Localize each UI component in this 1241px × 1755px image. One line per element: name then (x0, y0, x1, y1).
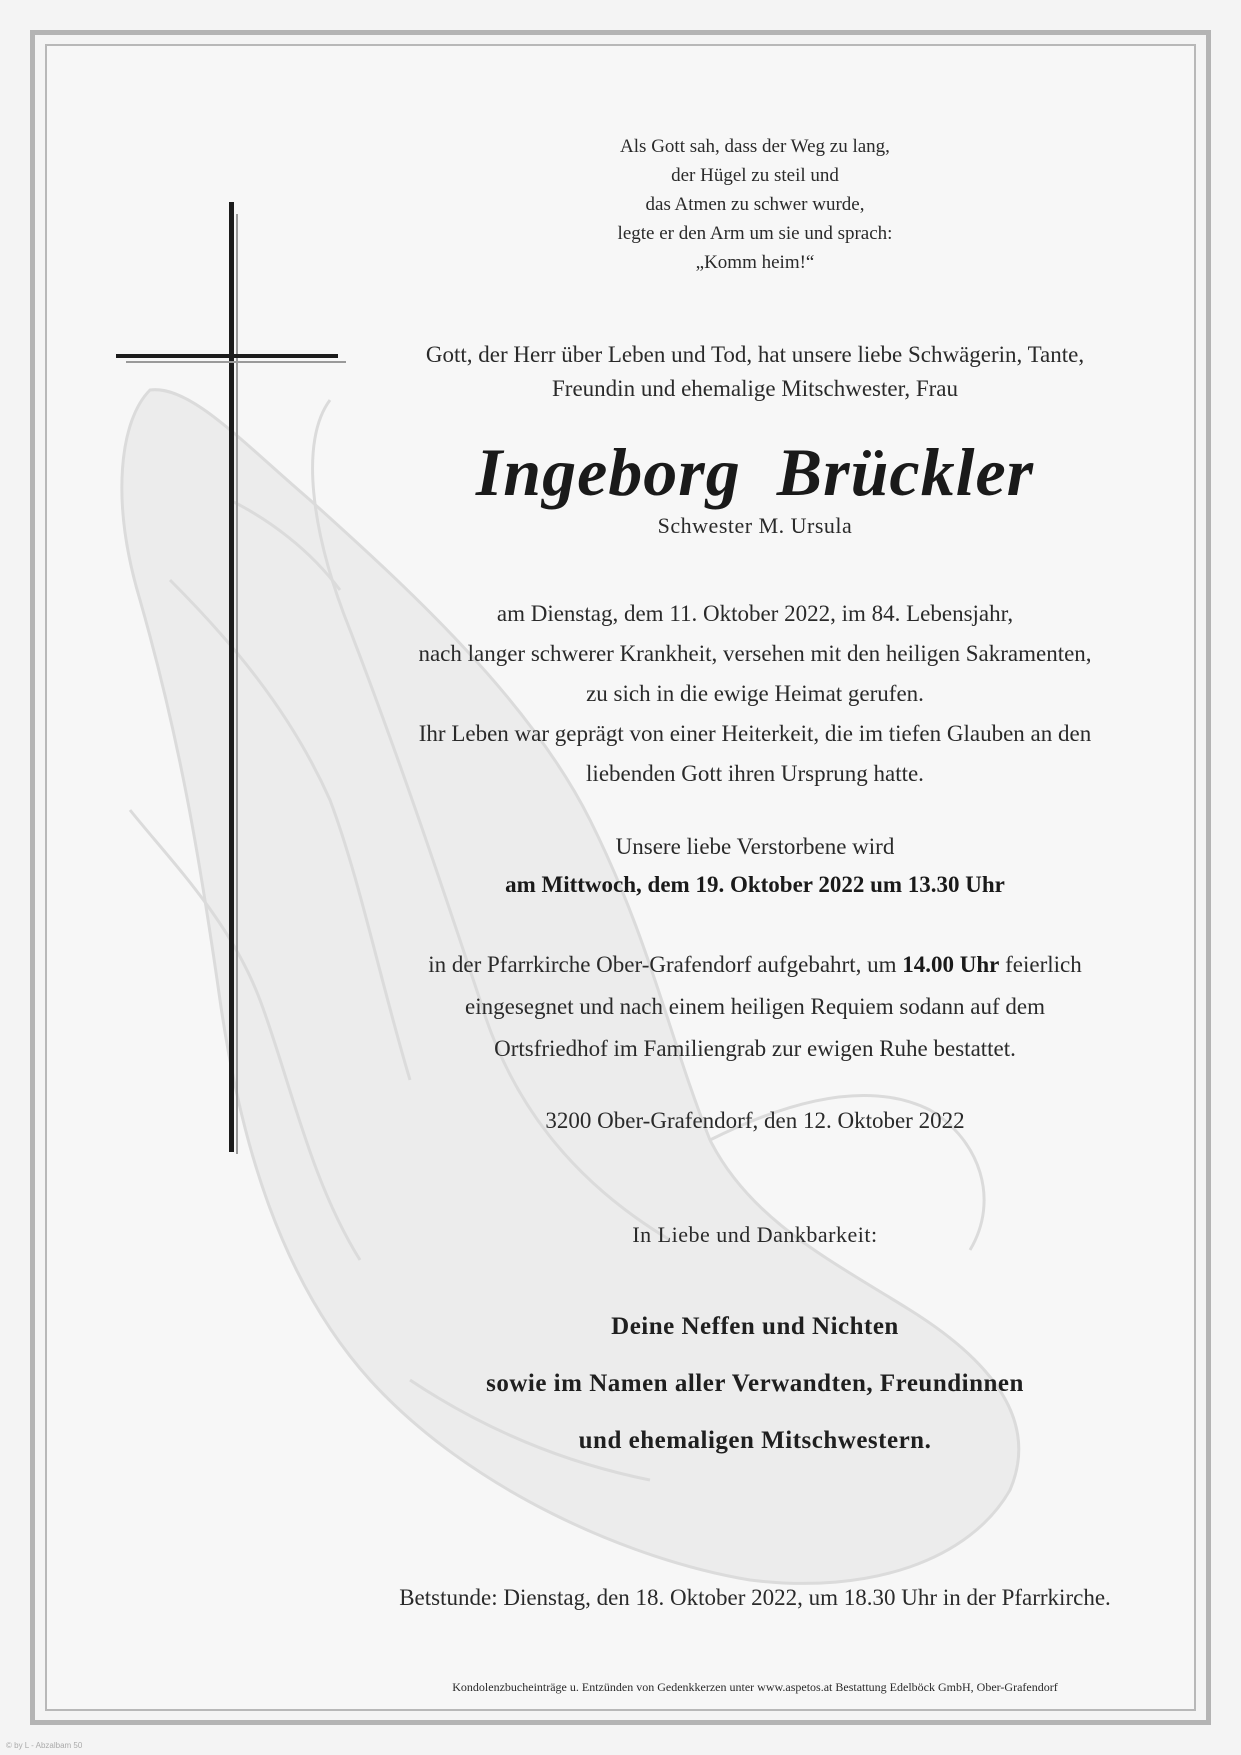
deceased-name (330, 432, 1180, 512)
intro-line: Freundin und ehemalige Mitschwester, Frau (552, 376, 958, 401)
prayer-hour: Betstunde: Dienstag, den 18. Oktober 2022, um 18.30 Uhr in der Pfarrkirche. (399, 1585, 1111, 1610)
poem (330, 132, 1180, 277)
cross-horizontal-bar (116, 354, 338, 358)
ceremony-text (330, 944, 1180, 1070)
death-line: nach langer schwerer Krankheit, versehen mit den heiligen Sakramenten, (418, 641, 1092, 666)
death-line: am Dienstag, dem 11. Oktober 2022, im 84. Lebensjahr, (496, 601, 1014, 626)
intro-line: Gott, der Herr über Leben und Tod, hat unsere liebe Schwägerin, Tante, (425, 342, 1085, 367)
family-line: Deine Neffen und Nichten (611, 1313, 899, 1340)
ceremony-post: feierlich (999, 952, 1082, 977)
ceremony-line-2: eingesegnet und nach einem heiligen Requiem sodann auf dem (465, 994, 1045, 1019)
religious-name: Schwester M. Ursula (657, 513, 853, 538)
place-date: 3200 Ober-Grafendorf, den 12. Oktober 2022 (545, 1108, 965, 1133)
imprint: © by L - Abzalbam 50 (6, 1741, 83, 1750)
poem-line: das Atmen zu schwer wurde, (645, 194, 865, 215)
first-name: Ingeborg (475, 434, 741, 510)
ceremony-pre: in der Pfarrkirche Ober-Grafendorf aufgebahrt, um (428, 952, 903, 977)
death-text (330, 594, 1180, 794)
cross-vertical-bar (229, 202, 234, 1152)
funeral-info (330, 828, 1180, 904)
death-line: zu sich in die ewige Heimat gerufen. (586, 681, 924, 706)
family-line: sowie im Namen aller Verwandten, Freundinnen (486, 1370, 1024, 1397)
cross-horizontal-shadow (126, 361, 346, 363)
last-name: Brückler (776, 434, 1035, 510)
funeral-date: am Mittwoch, dem 19. Oktober 2022 um 13.30 Uhr (505, 872, 1005, 897)
poem-line: der Hügel zu steil und (671, 165, 839, 186)
intro-text (330, 338, 1180, 406)
ceremony-line-3: Ortsfriedhof im Familiengrab zur ewigen Ruhe bestattet. (494, 1036, 1016, 1061)
death-line: liebenden Gott ihren Ursprung hatte. (586, 761, 924, 786)
family-signature (330, 1298, 1180, 1469)
poem-line: Als Gott sah, dass der Weg zu lang, (620, 136, 890, 157)
footer-note: Kondolenzbucheinträge u. Entzünden von Gedenkkerzen unter www.aspetos.at Bestattung Edelböck GmbH, Ober-Grafendorf (452, 1680, 1058, 1694)
funeral-line: Unsere liebe Verstorbene wird (615, 834, 895, 859)
family-line: und ehemaligen Mitschwestern. (578, 1427, 932, 1454)
poem-line: legte er den Arm um sie und sprach: (617, 223, 893, 244)
ceremony-line-1 (330, 944, 1180, 986)
death-line: Ihr Leben war geprägt von einer Heiterkeit, die im tiefen Glauben an den (418, 721, 1092, 746)
ceremony-time: 14.00 Uhr (902, 952, 1000, 977)
thanks-line: In Liebe und Dankbarkeit: (632, 1222, 878, 1247)
poem-line: „Komm heim!“ (695, 252, 815, 273)
